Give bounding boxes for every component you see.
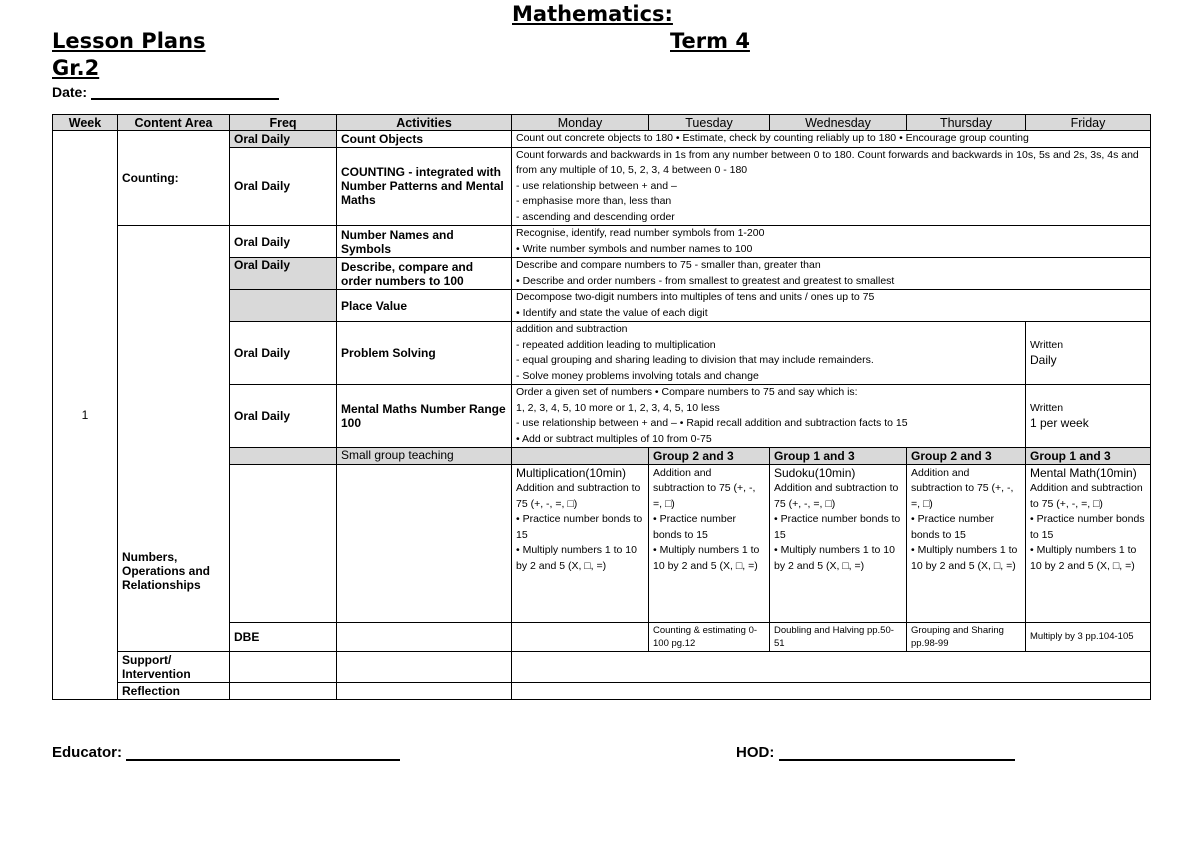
group-line: Addition and subtraction to 75 (+, -, =, □) xyxy=(774,482,899,510)
freq-cell: Oral Daily xyxy=(230,322,337,385)
thursday-group-cell xyxy=(907,464,1026,622)
group-line: • Multiply numbers 1 to 10 by 2 and 5 (X, □, =) xyxy=(1030,544,1137,572)
freq-cell xyxy=(230,682,337,699)
subject-heading: Mathematics: xyxy=(512,2,673,26)
friday-header: Friday xyxy=(1026,115,1151,131)
date-line xyxy=(52,84,279,100)
activity-cell xyxy=(337,651,512,682)
freq-cell: Oral Daily xyxy=(230,385,337,448)
content-line: addition and subtraction xyxy=(516,323,628,335)
friday-note-line: Written xyxy=(1030,401,1064,414)
support-row xyxy=(53,651,1151,682)
activity-cell: Count Objects xyxy=(337,131,512,148)
dbe-tuesday: Doubling and Halving pp.50-51 xyxy=(770,622,907,651)
numbers-area xyxy=(118,226,230,652)
educator-blank[interactable] xyxy=(126,759,400,761)
content-line: - repeated addition leading to multiplication xyxy=(516,338,716,351)
group-line: • Practice number bonds to 15 xyxy=(911,513,995,541)
content-line: Count forwards and backwards in 1s from any number between 0 to 180. Count forwards and backwards in 10s, 5s and 2s, 3s, 4s and from any multiple of 10, 5, 2, 3, 4 between 0 - 180 xyxy=(516,148,1139,176)
educator-label: Educator: xyxy=(52,744,127,761)
reflection-label: Reflection xyxy=(118,682,230,699)
content-cell xyxy=(512,290,1151,322)
activity-cell: Number Names and Symbols xyxy=(337,226,512,258)
small-group-label: Small group teaching xyxy=(337,448,512,465)
activity-cell xyxy=(512,622,649,651)
group-line: • Multiply numbers 1 to 10 by 2 and 5 (X, □, =) xyxy=(516,544,637,572)
content-line: - Solve money problems involving totals and change xyxy=(516,369,759,382)
content-line: 1, 2, 3, 4, 5, 10 more or 1, 2, 3, 4, 5, 10 less xyxy=(516,401,720,414)
friday-note-line: 1 per week xyxy=(1030,416,1089,430)
grade-heading: Gr.2 xyxy=(52,56,100,80)
reflection-entry[interactable] xyxy=(512,682,1151,699)
freq-cell: Oral Daily xyxy=(230,131,337,148)
content-cell xyxy=(512,322,1026,385)
column-header-row xyxy=(53,115,1151,131)
dbe-wednesday: Grouping and Sharing pp.98-99 xyxy=(907,622,1026,651)
content-area-header: Content Area xyxy=(118,115,230,131)
date-label: Date: xyxy=(52,84,91,100)
freq-cell: Oral Daily xyxy=(230,258,337,290)
freq-cell: Oral Daily xyxy=(230,226,337,258)
freq-cell xyxy=(230,464,337,622)
content-line: - emphasise more than, less than xyxy=(516,195,672,207)
freq-cell xyxy=(230,651,337,682)
freq-header: Freq xyxy=(230,115,337,131)
thursday-header: Thursday xyxy=(907,115,1026,131)
week-header: Week xyxy=(53,115,118,131)
activity-cell: COUNTING - integrated with Number Patterns and Mental Maths xyxy=(337,147,512,226)
table-row xyxy=(53,226,1151,258)
content-line: • Add or subtract multiples of 10 from 0-75 xyxy=(516,432,712,445)
friday-note-line: Daily xyxy=(1030,353,1057,367)
content-cell xyxy=(512,226,1151,258)
table-row xyxy=(53,131,1151,148)
content-cell xyxy=(512,147,1151,226)
group-activity-title: Sudoku(10min) xyxy=(774,465,856,480)
term-heading: Term 4 xyxy=(670,29,750,53)
freq-cell xyxy=(337,622,512,651)
content-cell: Count out concrete objects to 180 • Estimate, check by counting reliably up to 180 • Encourage group counting xyxy=(512,131,1151,148)
monday-header: Monday xyxy=(512,115,649,131)
counting-area: Counting: xyxy=(118,131,230,226)
group-line: • Practice number bonds to 15 xyxy=(516,513,643,541)
dbe-monday: Counting & estimating 0-100 pg.12 xyxy=(649,622,770,651)
group-cell: Group 1 and 3 xyxy=(770,448,907,465)
group-line: Addition and subtraction to 75 (+, -, =, □) xyxy=(911,466,1014,510)
freq-cell xyxy=(230,448,337,465)
reflection-row xyxy=(53,682,1151,699)
lesson-plan-table xyxy=(52,114,1151,700)
hod-label: HOD: xyxy=(736,744,779,761)
group-cell xyxy=(512,448,649,465)
support-label: Support/ Intervention xyxy=(118,651,230,682)
content-line: - use relationship between + and – • Rapid recall addition and subtraction facts to 15 xyxy=(516,417,908,429)
friday-note-line: Written xyxy=(1030,338,1064,351)
group-line: • Practice number bonds to 15 xyxy=(1030,513,1145,541)
content-cell xyxy=(512,385,1026,448)
group-line: • Multiply numbers 1 to 10 by 2 and 5 (X, □, =) xyxy=(911,544,1018,572)
hod-blank[interactable] xyxy=(779,759,1015,761)
numbers-area-label: Numbers, Operations and Relationships xyxy=(122,550,211,593)
group-cell: Group 2 and 3 xyxy=(907,448,1026,465)
group-line: Addition and subtraction to 75 (+, -, =, □) xyxy=(1030,482,1143,510)
group-cell: Group 2 and 3 xyxy=(649,448,770,465)
week-number: 1 xyxy=(53,131,118,700)
freq-cell xyxy=(230,290,337,322)
group-line: • Practice number bonds to 15 xyxy=(653,513,737,541)
content-line: • Write number symbols and number names to 100 xyxy=(516,242,753,255)
group-line: • Multiply numbers 1 to 10 by 2 and 5 (X, □, =) xyxy=(774,544,895,572)
tuesday-header: Tuesday xyxy=(649,115,770,131)
support-entry[interactable] xyxy=(512,651,1151,682)
group-cell: Group 1 and 3 xyxy=(1026,448,1151,465)
educator-line xyxy=(52,744,400,761)
freq-cell: Oral Daily xyxy=(230,147,337,226)
dbe-thursday: Multiply by 3 pp.104-105 xyxy=(1026,622,1151,651)
content-line: - equal grouping and sharing leading to division that may include remainders. xyxy=(516,354,874,366)
content-line: • Identify and state the value of each digit xyxy=(516,306,708,319)
activity-cell: Mental Maths Number Range 100 xyxy=(337,385,512,448)
dbe-label: DBE xyxy=(230,622,337,651)
content-line: - ascending and descending order xyxy=(516,210,675,223)
activity-cell: Problem Solving xyxy=(337,322,512,385)
friday-note xyxy=(1026,322,1151,385)
activity-cell: Place Value xyxy=(337,290,512,322)
hod-line xyxy=(736,744,1015,761)
group-line: Addition and subtraction to 75 (+, -, =, □) xyxy=(653,466,756,510)
lesson-plans-heading: Lesson Plans xyxy=(52,29,206,53)
activities-header: Activities xyxy=(337,115,512,131)
content-line: Order a given set of numbers • Compare numbers to 75 and say which is: xyxy=(516,386,858,398)
content-line: Describe and compare numbers to 75 - smaller than, greater than xyxy=(516,259,821,271)
wednesday-header: Wednesday xyxy=(770,115,907,131)
friday-note xyxy=(1026,385,1151,448)
activity-cell xyxy=(337,464,512,622)
content-cell xyxy=(512,258,1151,290)
group-activity-title: Mental Math(10min) xyxy=(1030,465,1137,480)
content-line: Decompose two-digit numbers into multiples of tens and units / ones up to 75 xyxy=(516,291,875,303)
content-line: Recognise, identify, read number symbols from 1-200 xyxy=(516,227,765,239)
content-line: • Describe and order numbers - from smallest to greatest and greatest to smallest xyxy=(516,274,895,287)
group-activity-title: Multiplication(10min) xyxy=(516,465,627,480)
group-line: Addition and subtraction to 75 (+, -, =, □) xyxy=(516,482,641,510)
date-blank[interactable] xyxy=(91,98,279,100)
activity-cell xyxy=(337,682,512,699)
monday-group-cell xyxy=(512,464,649,622)
tuesday-group-cell xyxy=(649,464,770,622)
activity-cell: Describe, compare and order numbers to 100 xyxy=(337,258,512,290)
group-line: • Multiply numbers 1 to 10 by 2 and 5 (X, □, =) xyxy=(653,544,760,572)
content-line: - use relationship between + and – xyxy=(516,179,677,192)
wednesday-group-cell xyxy=(770,464,907,622)
friday-group-cell xyxy=(1026,464,1151,622)
group-line: • Practice number bonds to 15 xyxy=(774,513,901,541)
